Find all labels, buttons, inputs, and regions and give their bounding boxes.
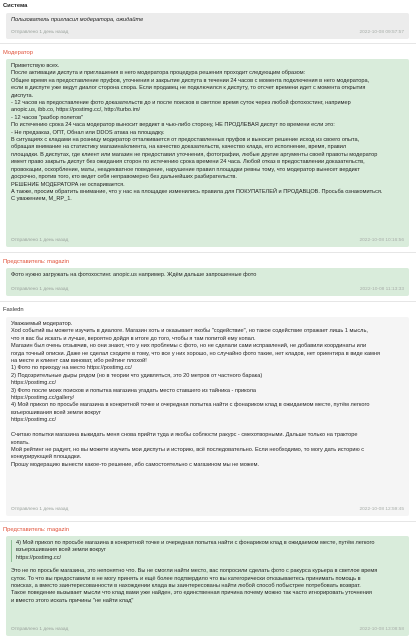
client-message xyxy=(6,317,409,516)
sent-ago: Отправлено 1 день назад xyxy=(11,627,69,632)
sent-ago: Отправлено 1 день назад xyxy=(11,507,69,512)
message-author: Система xyxy=(3,3,28,9)
message-author: Представитель: magazin xyxy=(3,259,70,265)
message-timestamp: 2022-10-08 12:59:45 xyxy=(359,507,404,512)
divider xyxy=(0,252,416,253)
message-timestamp: 2022-10-08 13:08:58 xyxy=(359,627,404,632)
message-text: Пользователь пригласил модератора, ожидайте xyxy=(11,17,144,23)
sent-ago: Отправлено 1 день назад xyxy=(11,287,69,292)
message-text: Уважаемый модератор. Хоd событий вы можете изучить в диалоге. Магазин хоть и оказывает якобы "содействие", но такое содействие отражает лишь 1 мысль, что я вас бы искать и лучше, вероятно дойдя в итоге до того, чтобы я там попитой ему копал. Магазин был очень отзывчив, но они знают, что у них проблемы с фото, но не сделали сами исправлений, не добавили координаты или гогда точный описки. Даже не сделал сходите в тому, что все у них хорошо, но случайно фото такие, нет кладов, нет ориентира в виде камня на месте и клиент сам виноват, ибо рейтинг плохой! 1) Фото по приходу на место https://postimg.cc/ 2) Подозрительные дыры рядом (но в теории что удивляться, это 20 метров от частного барака) https://postimg.cc/ 3) Фото после моих поисков и попытка магазина угадать место ставшего из тайника - прикола https://postimg.cc/gallery/ 4) Мой прикол по просьбе магазина в конкретной точке и очередная попытка найти с фонариком клад в ожидаемом месте, путём легкого взъерошивания всей земли вокруг https://postimg.cc/ Считаю попытки магазина выкидать меня снова прийти туда и якобы соблюсти ракурс - смехотворными. Дальше только на тракторе копать. Мой рейтинг не радует, но вы можете изучить мои диспуты и историю, всё последовательно. Если необходимо, то могу дать историю с конкурирующей площадки. Прошу модерацию вынести какое-то решение, ибо самостоятельно с магазином мы не можем. xyxy=(11,321,380,468)
divider xyxy=(0,521,416,522)
message-timestamp: 2022-10-08 10:16:56 xyxy=(359,238,404,243)
message-meta xyxy=(11,30,404,36)
divider xyxy=(0,301,416,302)
message-meta xyxy=(11,627,404,633)
message-timestamp: 2022-10-08 11:13:33 xyxy=(359,287,404,292)
message-timestamp: 2022-10-08 09:57:57 xyxy=(359,30,404,35)
divider xyxy=(0,43,416,44)
message-meta xyxy=(11,238,404,244)
message-text: Это не по просьбе магазина, это непонятно что. Вы не смогли найти место, вас попросили сделать фото с ракурса курьера в светлое время суток. То что вы предоставили в не могу принять и ещё более подтвердило что вы категорически отказываетесь принимать помощь в поисках, а вместо заинтересованности в нахождении клада вы заинтересованы найти любой способ побыстрее потребовать возврат. Такое поведение вызывает мысли что клад вами уже найден, это единственная причина почему можно так часто игнорировать уточнения и вместо этого искать причины "не найти клад" xyxy=(11,568,378,604)
sent-ago: Отправлено 1 день назад xyxy=(11,238,69,243)
message-meta xyxy=(11,507,404,513)
shop-message xyxy=(6,536,409,636)
message-text: Фото нужно загружать на фотохостинг. anopic.us например. Ждём дальше запрошенные фото xyxy=(11,272,257,278)
message-meta xyxy=(11,287,404,293)
message-author: Модератор xyxy=(3,50,33,56)
quoted-text: 4) Мой прикол по просьбе магазина в конкретной точке и очередная попытка найти с фонариком клад в ожидаемом месте, путём легкого взъерошивания всей земли вокруг https://postimg.cc/ xyxy=(11,540,404,562)
moderator-message xyxy=(6,59,409,247)
system-message xyxy=(6,13,409,39)
message-author: Представитель: magazin xyxy=(3,527,70,533)
sent-ago: Отправлено 1 день назад xyxy=(11,30,69,35)
message-author: Fasledn xyxy=(3,307,24,313)
message-text: Приветствую всех. После активации диспута и приглашения в него модератора процедура решения проходит следующим образом: Общее время на предоставление пруфов, уточнения и закрытие диспута в течении 24 часов с момента подключения в него модератора, если в диспуте уже ведут диалог сторона спора. Если продавец не подключился к диспуту, то отсчет времени идет с момента открытия диспута. - 12 часов на предоставление фото доказательств до и после поисков в светлое время суток через любой фотохостинг, например anopic.us, ibb.co, https://postimg.cc/, http://turbo.im/ - 12 часов "разбор полетов" По истечению срока 24 часа модератор выносит вердикт в чью-либо сторону, НЕ ПРОДЛЕВАЯ диспут по времени если это: - Не предзаказ, ОПТ, Обнал или DDOS атака на площадку. В ситуациях с кладами на розницу модератор отталкивается от предоставленных пруфов и выносит решение исход из своего опыта, обращая внимание на статистику магазина/клиента, на качество доказательств, качество клада, его исполнение, время, правил площадки. В диспутах, где клиент или магазин не предоставил уточнения, фотографии, любые другие аргументы своей правоты модератор имеет право закрыть диспут без ожидания сторон по истечению срока времени 24 часа. Любой отказ в предоставлении доказательств, провокации, оскорбление, маты, неадекватное поведение, нарушение правил площадки ревны тому, что модератор вынесет вердикт досрочно, против того, кто ведет себя неправомерно без дальнейших разбирательств. РЕШЕНИЕ МОДЕРАТОРА не оспаривается. А также, просим обратить внимание, что у нас на площадке изменились правила для ПОКУПАТЕЛЕЙ и ПРОДАВЦОВ. Просьба ознакомиться. С уважением, M_RP_1. xyxy=(11,63,383,203)
shop-message xyxy=(6,268,409,296)
